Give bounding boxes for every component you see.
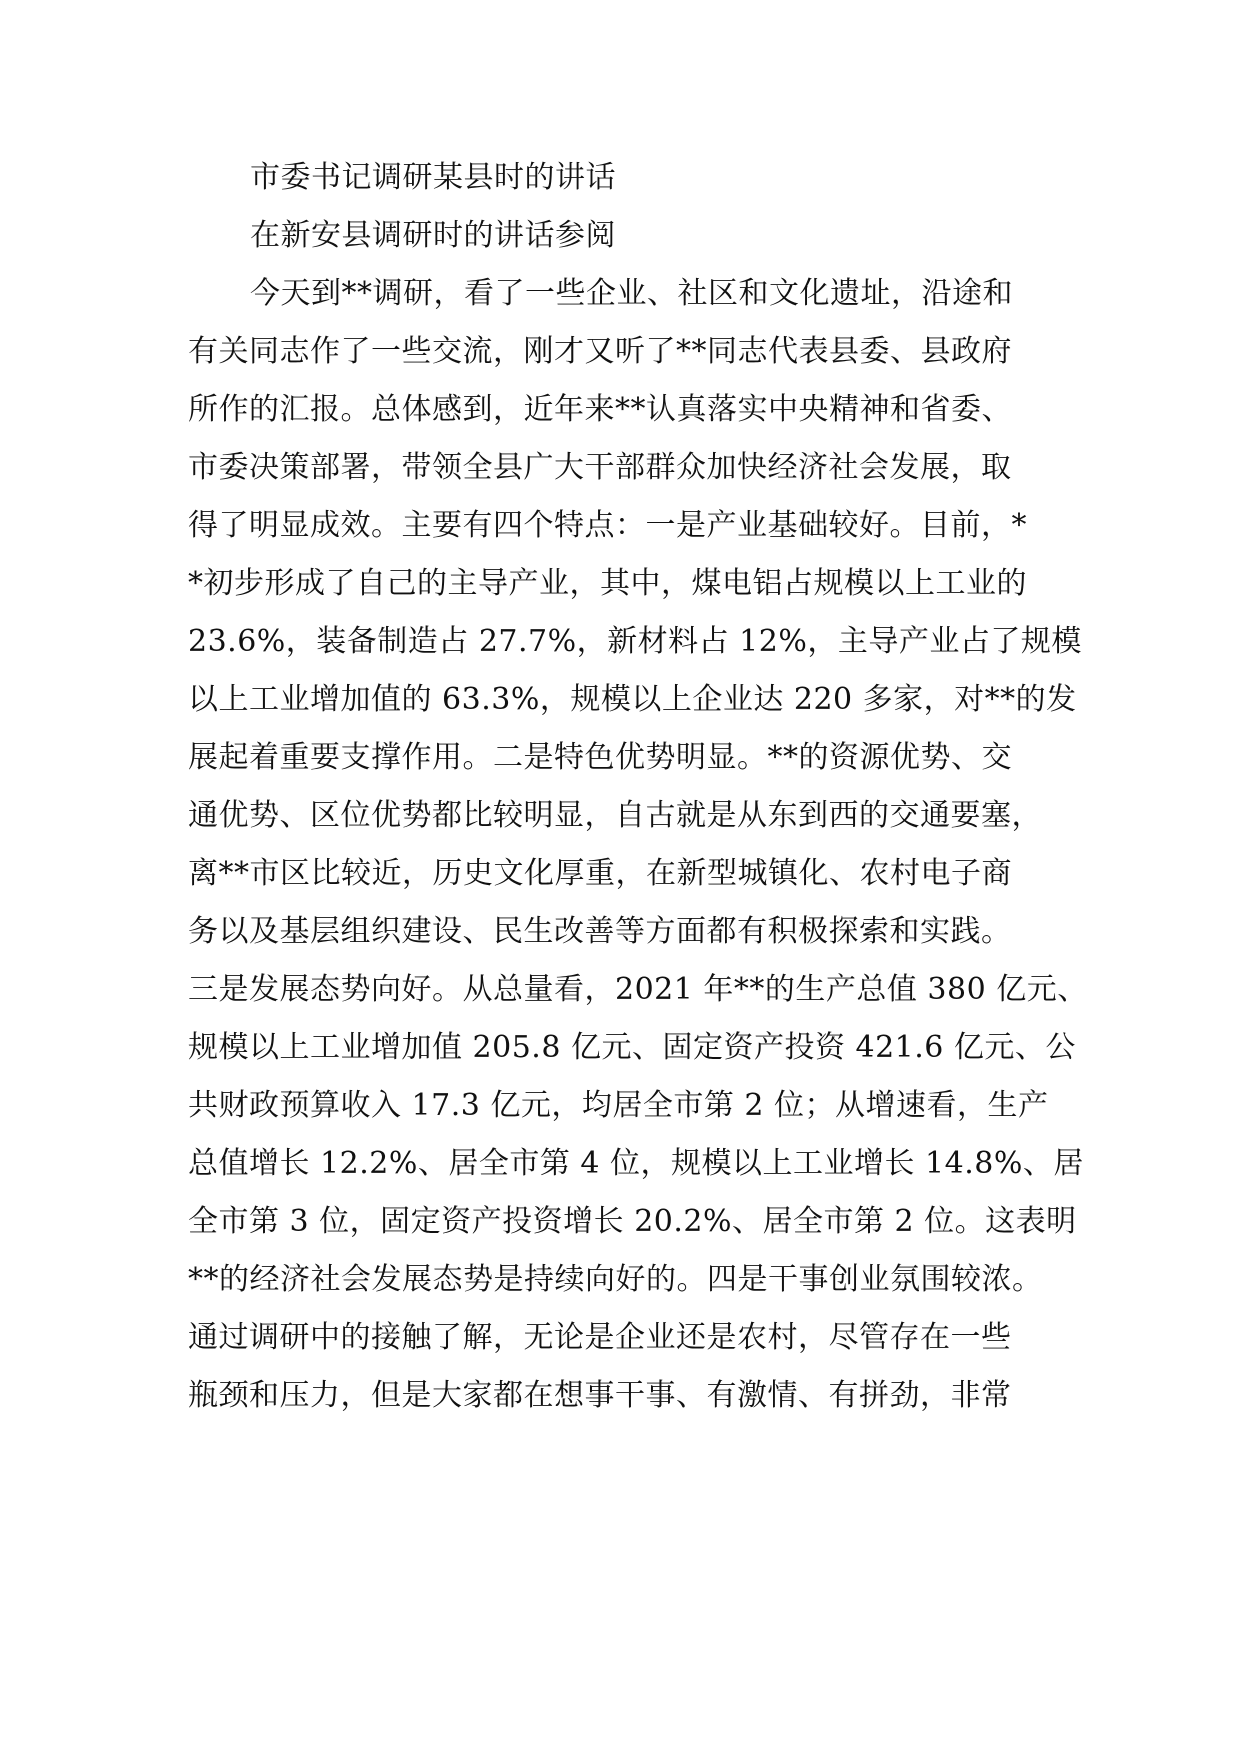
body-line: 规模以上工业增加值 205.8 亿元、固定资产投资 421.6 亿元、公 <box>188 1030 1076 1065</box>
body-line: 通过调研中的接触了解，无论是企业还是农村，尽管存在一些 <box>188 1320 1012 1355</box>
body-line: 得了明显成效。主要有四个特点：一是产业基础较好。目前，* <box>188 508 1027 543</box>
body-line: 全市第 3 位，固定资产投资增长 20.2%、居全市第 2 位。这表明 <box>188 1204 1077 1239</box>
body-line: 今天到**调研，看了一些企业、社区和文化遗址，沿途和 <box>250 276 1013 311</box>
body-line: 务以及基层组织建设、民生改善等方面都有积极探索和实践。 <box>188 914 1012 949</box>
body-line: *初步形成了自己的主导产业，其中，煤电铝占规模以上工业的 <box>188 566 1027 601</box>
body-line: 市委决策部署，带领全县广大干部群众加快经济社会发展，取 <box>188 450 1012 485</box>
body-line: 所作的汇报。总体感到，近年来**认真落实中央精神和省委、 <box>188 392 1012 427</box>
body-line: 瓶颈和压力，但是大家都在想事干事、有激情、有拼劲，非常 <box>188 1378 1012 1413</box>
document-title: 市委书记调研某县时的讲话 <box>250 160 616 195</box>
body-line: 三是发展态势向好。从总量看，2021 年**的生产总值 380 亿元、 <box>188 972 1088 1007</box>
body-line: **的经济社会发展态势是持续向好的。四是干事创业氛围较浓。 <box>188 1262 1043 1297</box>
document-subtitle: 在新安县调研时的讲话参阅 <box>250 218 616 253</box>
body-line: 有关同志作了一些交流，刚才又听了**同志代表县委、县政府 <box>188 334 1012 369</box>
body-line: 以上工业增加值的 63.3%，规模以上企业达 220 多家，对**的发 <box>188 682 1077 717</box>
body-line: 离**市区比较近，历史文化厚重，在新型城镇化、农村电子商 <box>188 856 1012 891</box>
body-line: 通优势、区位优势都比较明显，自古就是从东到西的交通要塞， <box>188 798 1042 833</box>
body-line: 23.6%，装备制造占 27.7%，新材料占 12%，主导产业占了规模 <box>188 624 1082 659</box>
body-line: 展起着重要支撑作用。二是特色优势明显。**的资源优势、交 <box>188 740 1012 775</box>
body-line: 共财政预算收入 17.3 亿元，均居全市第 2 位；从增速看，生产 <box>188 1088 1049 1123</box>
body-line: 总值增长 12.2%、居全市第 4 位，规模以上工业增长 14.8%、居 <box>188 1146 1084 1181</box>
